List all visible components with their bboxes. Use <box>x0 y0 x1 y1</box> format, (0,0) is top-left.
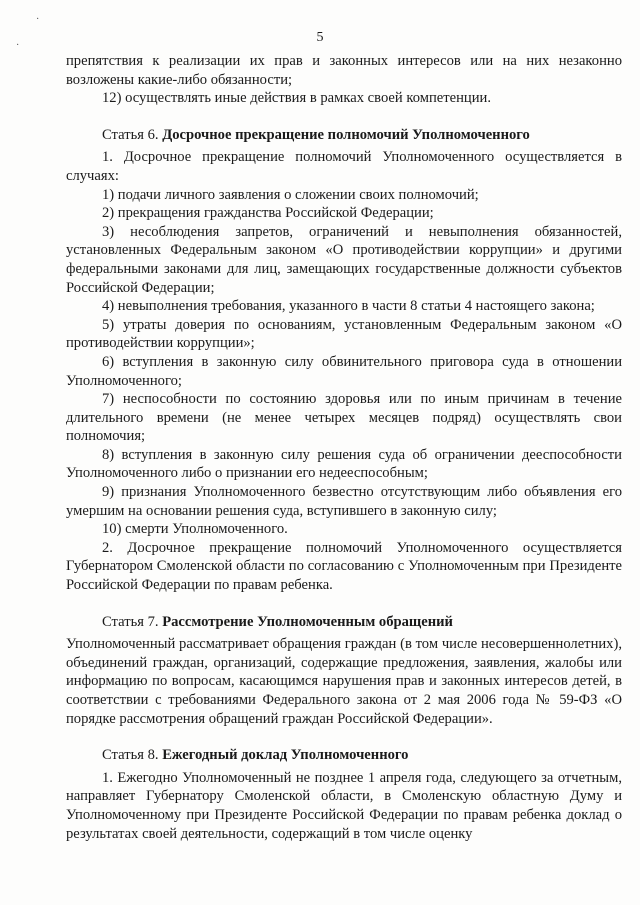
scan-mark: · <box>16 40 20 51</box>
article-heading <box>66 613 622 632</box>
document-body <box>66 52 622 843</box>
article-heading <box>66 746 622 765</box>
paragraph: 12) осуществлять иные действия в рамках своей компетенции. <box>102 90 491 107</box>
paragraph: 10) смерти Уполномоченного. <box>102 521 288 538</box>
paragraph: 2) прекращения гражданства Российской Федерации; <box>102 205 434 222</box>
paragraph: Уполномоченный рассматривает обращения граждан (в том числе несовершеннолетних), объединений граждан, организаций, содержащие предложения, заявления, жалобы или информацию по вопросам, касающимся нарушения прав и законных интересов детей, в соответствии с требованиями Федерального закона от 2 мая 2006 года № 59-ФЗ «О порядке рассмотрения обращений граждан Российской Федерации». <box>66 636 622 727</box>
scan-mark: · <box>36 14 40 25</box>
article-title: Досрочное прекращение полномочий Уполномоченного <box>162 126 530 143</box>
paragraph: 1. Досрочное прекращение полномочий Уполномоченного осуществляется в случаях: <box>66 149 622 184</box>
page-number: 5 <box>316 30 324 45</box>
article-title: Ежегодный доклад Уполномоченного <box>162 747 409 764</box>
paragraph: 7) неспособности по состоянию здоровья или по иным причинам в течение длительного времени (не менее четырех месяцев подряд) осуществлять свои полномочия; <box>66 391 622 445</box>
article-number: Статья 6. <box>102 126 163 143</box>
paragraph: 5) утраты доверия по основаниям, установленным Федеральным законом «О противодействии коррупции»; <box>66 316 622 352</box>
paragraph: 9) признания Уполномоченного безвестно отсутствующим либо объявления его умершим на основании решения суда, вступившего в законную силу; <box>66 484 622 519</box>
paragraph: 3) несоблюдения запретов, ограничений и невыполнения обязанностей, установленных Федеральным законом «О противодействии коррупции» и другими федеральными законами для лиц, замещающих государственные должности субъектов Российской Федерации; <box>66 223 622 296</box>
paragraph: 2. Досрочное прекращение полномочий Уполномоченного осуществляется Губернатором Смоленской области по согласованию с Уполномоченным при Президенте Российской Федерации по правам ребенка. <box>66 539 622 594</box>
paragraph: 4) невыполнения требования, указанного в части 8 статьи 4 настоящего закона; <box>102 298 595 315</box>
paragraph: 6) вступления в законную силу обвинительного приговора суда в отношении Уполномоченного; <box>66 353 622 389</box>
paragraph: 1) подачи личного заявления о сложении своих полномочий; <box>102 186 479 203</box>
paragraph: препятствия к реализации их прав и законных интересов или на них незаконно возложены какие-либо обязанности; <box>66 53 622 88</box>
article-number: Статья 8. <box>102 747 163 764</box>
article-heading <box>66 126 622 145</box>
paragraph: 1. Ежегодно Уполномоченный не позднее 1 апреля года, следующего за отчетным, направляет Губернатору Смоленской области, в Смоленскую областную Думу и Уполномоченному при Президенте Российской Федерации по правам ребенка доклад о результатах своей деятельности, содержащий в том числе оценку <box>66 769 622 842</box>
article-title: Рассмотрение Уполномоченным обращений <box>162 613 453 630</box>
article-number: Статья 7. <box>102 613 163 630</box>
paragraph: 8) вступления в законную силу решения суда об ограничении дееспособности Уполномоченного либо о признании его недееспособным; <box>66 446 622 482</box>
